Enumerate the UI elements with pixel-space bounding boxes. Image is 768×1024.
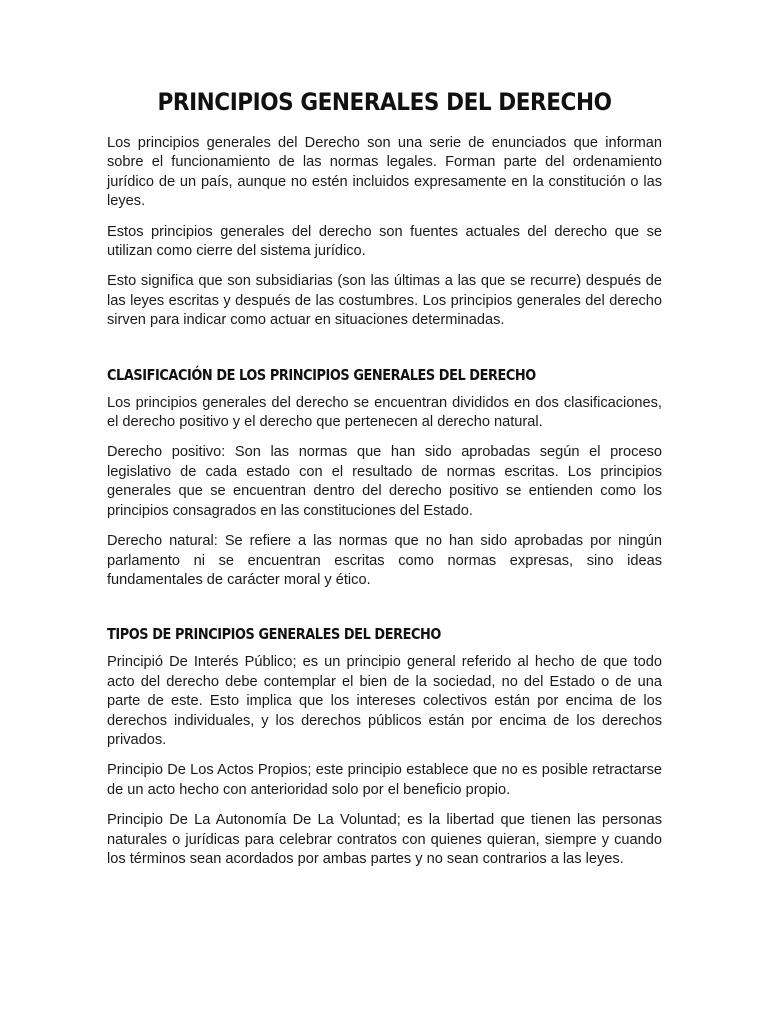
section-paragraph: Derecho natural: Se refiere a las normas que no han sido aprobadas por ningún parlamento ni se encuentran escritas como normas expresas, sino ideas fundamentales de carácter moral y ético.	[107, 533, 662, 588]
section-paragraph: Derecho positivo: Son las normas que han sido aprobadas según el proceso legislativo de cada estado con el resultado de normas escritas. Los principios generales que se encuentran dentro del derecho positivo se entienden como los principios consagrados en las constituciones del Estado.	[107, 444, 662, 519]
intro-paragraph: Esto significa que son subsidiarias (son las últimas a las que se recurre) después de las leyes escritas y después de las costumbres. Los principios generales del derecho sirven para indicar como actuar en situaciones determinadas.	[107, 273, 662, 329]
section-heading: TIPOS DE PRINCIPIOS GENERALES DEL DERECHO	[107, 625, 441, 644]
section-paragraph: Los principios generales del derecho se encuentran divididos en dos clasificaciones, el derecho positivo y el derecho que pertenecen al derecho natural.	[107, 394, 662, 431]
section-paragraph: Principio De La Autonomía De La Voluntad; es la libertad que tienen las personas naturales o jurídicas para celebrar contratos con quienes quieran, siempre y cuando los términos sean acordados por ambas partes y no sean contrarios a las leyes.	[107, 812, 662, 867]
document-title: PRINCIPIOS GENERALES DEL DERECHO	[157, 88, 612, 116]
document-body	[107, 84, 662, 880]
section-spacer	[107, 342, 662, 364]
section-types	[107, 623, 662, 869]
section-paragraph: Principió De Interés Público; es un principio general referido al hecho de que todo acto del derecho debe contemplar el bien de la sociedad, no del Estado o de una parte de este. Esto implica que los intereses colectivos están por encima de los derechos individuales, y los derechos públicos están por encima de los derechos privados.	[107, 654, 662, 748]
section-classification	[107, 364, 662, 591]
intro-paragraph: Estos principios generales del derecho son fuentes actuales del derecho que se utilizan como cierre del sistema jurídico.	[107, 223, 662, 260]
section-heading: CLASIFICACIÓN DE LOS PRINCIPIOS GENERALES DEL DERECHO	[107, 365, 536, 384]
section-spacer	[107, 601, 662, 623]
section-paragraph: Principio De Los Actos Propios; este principio establece que no es posible retractarse de un acto hecho con anterioridad solo por el beneficio propio.	[107, 762, 662, 798]
intro-paragraph: Los principios generales del Derecho son una serie de enunciados que informan sobre el funcionamiento de las normas legales. Forman parte del ordenamiento jurídico de un país, aunque no estén incluidos expresamente en la constitución o las leyes.	[107, 135, 662, 210]
